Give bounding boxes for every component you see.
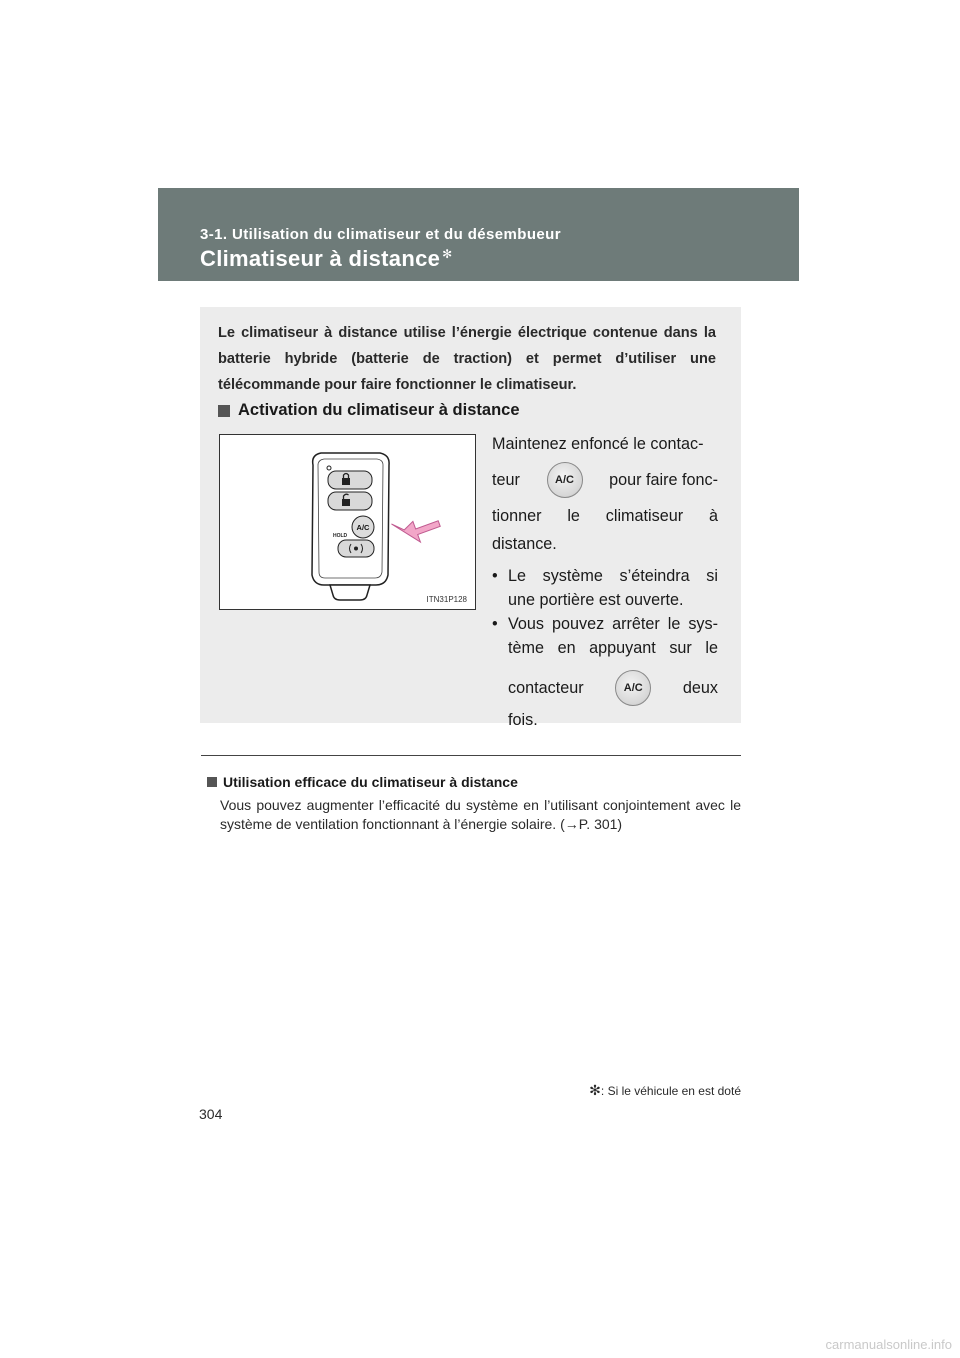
square-bullet-icon [218,405,230,417]
subheading-text: Activation du climatiseur à distance [238,401,520,419]
title-asterisk: ✻ [442,246,453,261]
bullet-2-line-1: Vous pouvez arrêter le sys- [508,615,718,633]
instruction-word-teur: teur [492,470,520,489]
section-divider [201,755,741,756]
instruction-word-1: tionner [492,506,542,525]
note-heading-text: Utilisation efficace du climatiseur à distance [223,774,518,790]
instruction-line-2 [492,457,718,503]
note-section [207,774,741,834]
instruction-line-1-text: Maintenez enfoncé le contac- [492,434,704,453]
watermark: carmanualsonline.info [825,1337,952,1352]
instruction-line-3 [492,503,718,529]
ac-button-icon: A/C [547,462,583,498]
instruction-word-2: le [567,506,580,525]
ac-label-on-fob: A/C [356,523,370,532]
figure-code: ITN31P128 [426,595,467,604]
page-number: 304 [199,1106,223,1122]
footnote [589,1082,741,1099]
intro-paragraph: Le climatiseur à distance utilise l’énergie électrique contenue dans la batterie hybride (batterie de traction) et permet d’utiliser une télécommande pour faire fonctionner le climatiseur. [218,325,716,393]
bullet-2-word-deux: deux [682,678,718,697]
instruction-line-4 [492,529,718,559]
info-panel [200,307,741,729]
bullet-1-line-2: une portière est ouverte. [508,591,684,609]
bullet-2-word-contacteur: contacteur [508,678,584,697]
footnote-text: : Si le véhicule en est doté [600,1084,741,1098]
instruction-line-2-end: pour faire fonc- [609,470,718,489]
instruction-line-1 [492,431,718,457]
instruction-text [492,431,718,737]
ac-button-icon: A/C [615,670,651,706]
bullet-2 [492,615,718,639]
bullet-1-line-1: Le système s’éteindra si [508,567,718,585]
note-heading [207,774,741,790]
bullet-2-line-2: tème en appuyant sur le [508,639,718,657]
subheading [218,401,520,420]
page-title [200,246,453,272]
note-body: Vous pouvez augmenter l’efficacité du système en l’utilisant conjointement avec le système de ventilation fonctionnant à l’énergie solaire. (→P. 301) [220,797,741,832]
key-fob-icon [220,435,475,609]
chapter-header [158,188,799,281]
bullet-dot: • [492,567,498,585]
instruction-line-4-text: distance. [492,534,557,553]
instruction-word-4: à [708,506,718,525]
instruction-word-3: climatiseur [605,506,684,525]
bullet-2-line-3 [508,665,718,711]
square-bullet-icon [207,777,217,787]
asterisk-icon: ✻ [589,1082,601,1098]
bullet-1 [492,567,718,591]
bullet-dot: • [492,615,498,633]
bullet-2-line-4: fois. [508,711,538,729]
page-title-text: Climatiseur à distance [200,246,441,271]
section-title: 3-1. Utilisation du climatiseur et du désembueur [200,226,561,243]
hold-label: HOLD [333,533,348,539]
key-fob-illustration [219,434,476,610]
